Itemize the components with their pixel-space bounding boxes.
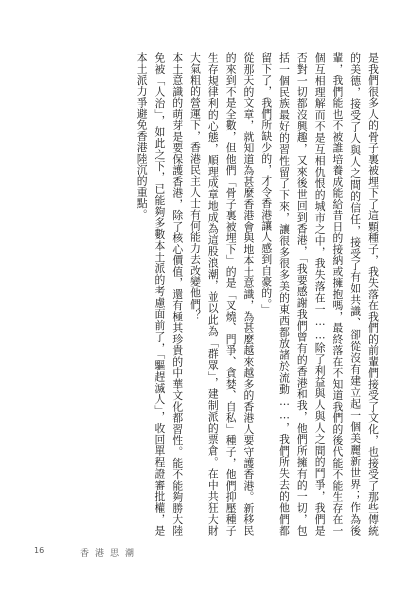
paragraph-1: 是我們很多人的骨子裏被埋下了這顆種子，我失落在我們的前輩們接受了文化，也接受了那些傳統的美德，接受了人與人之間的信任，接受了有如共識、卻從沒有建立起一個美麗新世界；作為後輩，我們能也不被誰培養成能給昔日的接納或擁抱嗎，最終落在不知道我們的後代能不能生存在一個互相理解而不是互相仇恨的城市之中，我失落在一……除了利益與人與人之間的鬥爭，我們是否對一切都沒興趣，又來後世回到香港，「我要感謝我們曾有的香港和我，他們所擁有的一切，包括一個民族最好的習性留了下來，讓很多很多美的東西都放諸於流動……，我們所失去的他們都留下了，我們所缺少的，才令香港讓人感到自豪的。」 — [260, 52, 380, 536]
body-text — [50, 52, 382, 536]
running-title: 香港思潮 — [80, 549, 141, 559]
paragraph-3: 本土意識的萌芽是要保護香港，除了核心價值，還有極其珍貴的中華文化都習性。能不能夠勝大陸免被「人治」，如此之下，已能夠多數本土派的考慮面前了，「驅趕滅人」，收回單程證審批權，是本土派力爭避免香港陸沉的重點。 — [135, 52, 185, 536]
paragraph-2: 從那天的文章，就知道為甚麼香港會與地本土意識，為甚麼越來越多的香港人要守護香港。新移民的來到不是全數，但他們「骨子裏被埋下」的是「叉燒、門爭、貪婪、自私」種子，他們抑壓種子生存規律利的心態，順理成章地成為這股浪潮，並以此為「群眾」，建制派的票倉。在中共狂大財大氣粗的營運下，香港民主人士有何能力去改變他們？ — [189, 52, 256, 536]
page-number: 16 — [34, 546, 45, 555]
page-footer — [0, 546, 420, 562]
